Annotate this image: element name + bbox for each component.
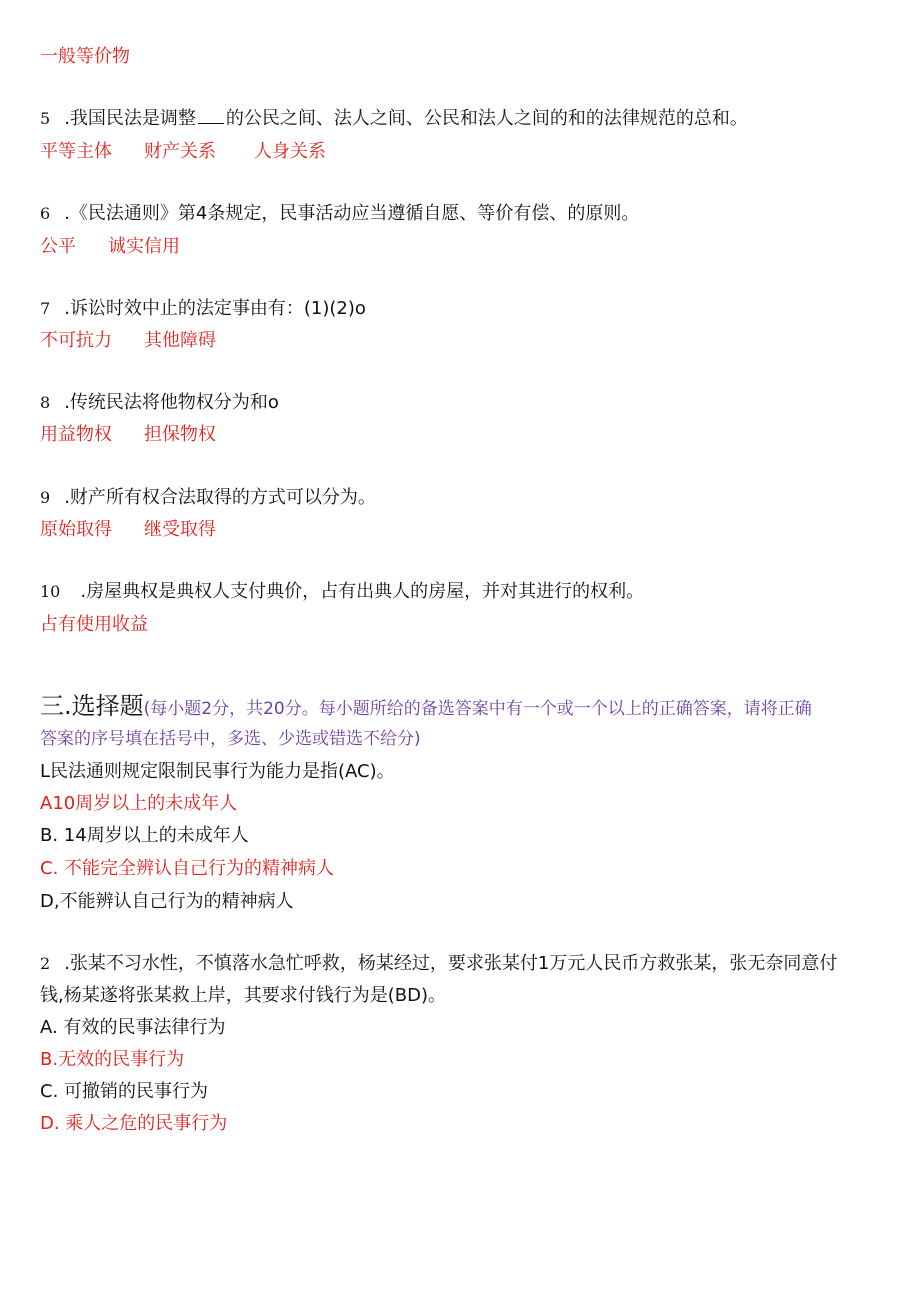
answer: 平等主体 xyxy=(40,141,112,162)
question-6 xyxy=(40,203,639,225)
mc2-option-a: A. 有效的民事法律行为 xyxy=(40,1017,226,1038)
question-number: 6 xyxy=(40,204,51,223)
answer: 占有使用收益 xyxy=(40,614,148,635)
question-7 xyxy=(40,298,366,320)
answers-5 xyxy=(40,141,326,163)
answer: 人身关系 xyxy=(254,141,326,162)
section-header xyxy=(40,690,812,725)
answers-10 xyxy=(40,614,148,636)
answer: 诚实信用 xyxy=(108,236,180,257)
question-text: .房屋典权是典权人支付典价，占有出典人的房屋，并对其进行的权利。 xyxy=(80,581,645,602)
answers-8 xyxy=(40,424,216,446)
answer: 原始取得 xyxy=(40,519,112,540)
answer: 用益物权 xyxy=(40,424,112,445)
answer-top: 一般等价物 xyxy=(40,46,130,67)
question-text: .传统民法将他物权分为和o xyxy=(64,392,279,413)
mc-question-1: L民法通则规定限制民事行为能力是指(AC)。 xyxy=(40,761,395,782)
answer: 不可抗力 xyxy=(40,330,112,351)
question-text: .我国民法是调整 xyxy=(64,108,196,129)
question-number: 2 xyxy=(40,954,51,973)
section-note: (每小题2分，共20分。每小题所给的备选答案中有一个或一个以上的正确答案，请将正确 xyxy=(143,699,812,719)
answer: 公平 xyxy=(40,236,76,257)
question-5 xyxy=(40,108,748,130)
mc2-option-c: C. 可撤销的民事行为 xyxy=(40,1081,209,1102)
mc1-option-a: A10周岁以上的未成年人 xyxy=(40,793,238,814)
question-number: 7 xyxy=(40,299,51,318)
answer: 继受取得 xyxy=(144,519,216,540)
mc2-option-d: D. 乘人之危的民事行为 xyxy=(40,1113,228,1134)
question-9 xyxy=(40,487,376,509)
question-text: 的公民之间、法人之间、公民和法人之间的和的法律规范的总和。 xyxy=(225,108,748,129)
section-title: 三.选择题 xyxy=(40,692,144,720)
answer: 财产关系 xyxy=(144,141,216,162)
question-text: .《民法通则》第4条规定，民事活动应当遵循自愿、等价有偿、的原则。 xyxy=(64,203,640,224)
mc2-option-b: B.无效的民事行为 xyxy=(40,1049,185,1070)
mc-question-2 xyxy=(40,953,837,975)
question-number: 8 xyxy=(40,393,51,412)
mc-question-2-line2: 钱,杨某遂将张某救上岸，其要求付钱行为是(BD)。 xyxy=(40,985,446,1006)
blank-line xyxy=(198,109,224,124)
section-note-line2: 答案的序号填在括号中，多选、少选或错选不给分) xyxy=(40,729,421,749)
answer: 担保物权 xyxy=(144,424,216,445)
mc1-option-b: B. 14周岁以上的未成年人 xyxy=(40,825,249,846)
question-number: 10 xyxy=(40,582,61,601)
question-8 xyxy=(40,392,279,414)
answer: 其他障碍 xyxy=(144,330,216,351)
question-text: .诉讼时效中止的法定事由有：(1)(2)o xyxy=(64,298,366,319)
answers-9 xyxy=(40,519,216,541)
question-number: 9 xyxy=(40,488,51,507)
answers-7 xyxy=(40,330,216,352)
question-10 xyxy=(40,581,644,603)
question-text: .张某不习水性，不慎落水急忙呼救，杨某经过，要求张某付1万元人民币方救张某，张无奈同意付 xyxy=(64,953,838,974)
mc1-option-c: C. 不能完全辨认自己行为的精神病人 xyxy=(40,858,335,879)
answers-6 xyxy=(40,236,180,258)
mc1-option-d: D,不能辨认自己行为的精神病人 xyxy=(40,891,294,912)
question-text: .财产所有权合法取得的方式可以分为。 xyxy=(64,487,376,508)
question-number: 5 xyxy=(40,109,51,128)
